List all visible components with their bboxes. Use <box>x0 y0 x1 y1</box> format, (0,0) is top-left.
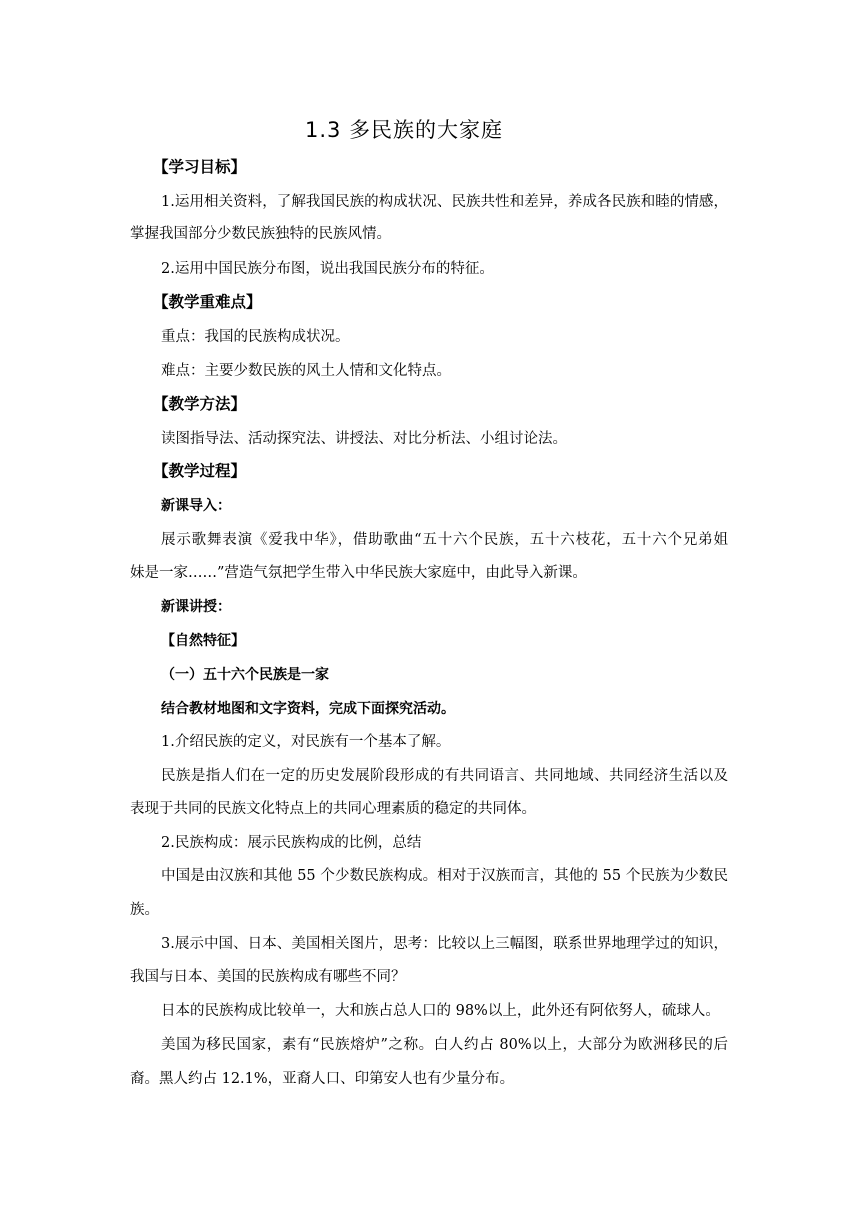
paragraph-line: 重点：我国的民族构成状况。 <box>161 329 350 345</box>
section-heading-process: 【教学过程】 <box>153 462 247 480</box>
paragraph-line: 族。 <box>130 902 159 918</box>
paragraph-line: 妹是一家……”营造气氛把学生带入中华民族大家庭中，由此导入新课。 <box>130 565 587 581</box>
paragraph-line: 民族是指人们在一定的历史发展阶段形成的有共同语言、共同地域、共同经济生活以及 <box>161 768 728 784</box>
page-title: 1.3 多民族的大家庭 <box>304 118 504 142</box>
paragraph-line: 1.运用相关资料，了解我国民族的构成状况、民族共性和差异，养成各民族和睦的情感， <box>161 194 728 210</box>
subheading-56-ethnic-groups: （一）五十六个民族是一家 <box>161 667 329 683</box>
paragraph-line: 美国为移民国家，素有“民族熔炉”之称。白人约占 80%以上，大部分为欧洲移民的后 <box>161 1037 728 1053</box>
paragraph-line: 2.民族构成：展示民族构成的比例，总结 <box>161 835 422 851</box>
subheading-intro: 新课导入： <box>161 498 231 514</box>
paragraph-line: 日本的民族构成比较单一，大和族占总人口的 98%以上，此外还有阿依努人，硫球人。 <box>161 1003 720 1019</box>
paragraph-line: 中国是由汉族和其他 55 个少数民族构成。相对于汉族而言，其他的 55 个民族为少数民 <box>161 868 728 884</box>
subheading-activity: 结合教材地图和文字资料，完成下面探究活动。 <box>161 701 455 717</box>
paragraph-line: 难点：主要少数民族的风土人情和文化特点。 <box>161 363 451 379</box>
paragraph-line: 我国与日本、美国的民族构成有哪些不同？ <box>130 969 406 985</box>
section-heading-methods: 【教学方法】 <box>153 395 247 413</box>
paragraph-line: 2.运用中国民族分布图，说出我国民族分布的特征。 <box>161 261 494 277</box>
section-heading-key-points: 【教学重难点】 <box>153 293 262 311</box>
paragraph-line: 裔。黑人约占 12.1%，亚裔人口、印第安人也有少量分布。 <box>130 1071 515 1087</box>
section-heading-learning-goals: 【学习目标】 <box>153 158 247 176</box>
paragraph-line: 表现于共同的民族文化特点上的共同心理素质的稳定的共同体。 <box>130 801 536 817</box>
paragraph-line: 展示歌舞表演《爱我中华》，借助歌曲“五十六个民族，五十六枝花，五十六个兄弟姐 <box>161 532 728 548</box>
paragraph-line: 掌握我国部分少数民族独特的民族风情。 <box>130 226 391 242</box>
paragraph-line: 3.展示中国、日本、美国相关图片，思考：比较以上三幅图，联系世界地理学过的知识， <box>161 936 728 952</box>
paragraph-line: 读图指导法、活动探究法、讲授法、对比分析法、小组讨论法。 <box>161 431 567 447</box>
subheading-lecture: 新课讲授： <box>161 599 231 615</box>
subheading-natural-features: 【自然特征】 <box>161 633 245 649</box>
paragraph-line: 1.介绍民族的定义，对民族有一个基本了解。 <box>161 734 451 750</box>
